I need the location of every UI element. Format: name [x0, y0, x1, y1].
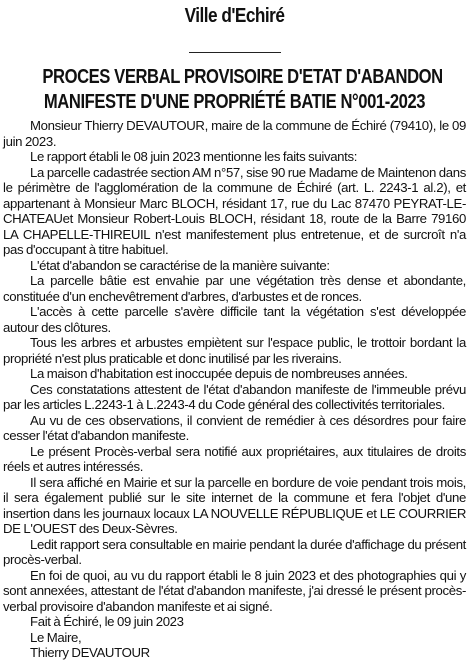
paragraph-vegetation: La parcelle bâtie est envahie par une végétation très dense et abondante, constituée d'un enchevêtrement d'arbres, d'arbustes et de ronces.	[3, 273, 466, 304]
paragraph-publication: Il sera affiché en Mairie et sur la parcelle en bordure de voie pendant trois mois, il sera également publié sur le site internet de la commune et fera l'objet d'une insertion dans les journaux locaux LA NOUVELLE RÉPUBLIQUE et LE COURRIER DE L'OUEST des Deux-Sèvres.	[3, 474, 466, 536]
paragraph-findings: Ces constatations attestent de l'état d'abandon manifeste de l'immeuble prévu par les articles L.2243-1 à L.2243-4 du Code général des collectivités territoriales.	[3, 381, 466, 412]
paragraph-access: L'accès à cette parcelle s'avère difficile tant la végétation s'est développée autour des clôtures.	[3, 304, 466, 335]
signature-place-date: Fait à Échiré, le 09 juin 2023	[30, 614, 184, 629]
paragraph-parcel: La parcelle cadastrée section AM n°57, sise 90 rue Madame de Maintenon dans le périmètre de l'agglomération de la commune de Échiré (art. L. 2243-1 al.2), et appartenant à Monsieur Marc BLOCH, résidant 17, rue du Lac 87470 PEYRAT-LE-CHATEAUet Monsieur Robert-Louis BLOCH, résidant 18, route de la Barre 79160 LA CHAPELLE-THIREUIL n'est manifestement plus entretenue, et de surcroît n'a pas d'occupant à titre habituel.	[3, 164, 466, 257]
signature-name: Thierry DEVAUTOUR	[30, 645, 150, 660]
notice-body	[3, 118, 466, 661]
paragraph-consultation: Ledit rapport sera consultable en mairie pendant la durée d'affichage du présent procès-verbal.	[3, 536, 466, 567]
paragraph-remedy: Au vu de ces observations, il convient de remédier à ces désordres pour faire cesser l'état d'abandon manifeste.	[3, 412, 466, 443]
paragraph-report: Le rapport établi le 08 juin 2023 mentionne les faits suivants:	[30, 149, 358, 164]
paragraph-intro: Monsieur Thierry DEVAUTOUR, maire de la commune de Échiré (79410), le 09 juin 2023.	[3, 118, 466, 149]
paragraph-notification: Le présent Procès-verbal sera notifié aux propriétaires, aux titulaires de droits réels et autres intéressés.	[3, 443, 466, 474]
header-divider	[189, 52, 281, 53]
paragraph-house: La maison d'habitation est inoccupée depuis de nombreuses années.	[30, 366, 408, 381]
signature-role: Le Maire,	[30, 629, 82, 645]
paragraph-trees: Tous les arbres et arbustes empiètent sur l'espace public, le trottoir bordant la propriété n'est plus praticable et donc inutilisé par les riverains.	[3, 335, 466, 366]
notice-title-line-1: PROCES VERBAL PROVISOIRE D'ETAT D'ABANDON	[42, 66, 443, 88]
paragraph-conclusion: En foi de quoi, au vu du rapport établi le 8 juin 2023 et des photographies qui y sont annexées, attestant de l'état d'abandon manifeste, j'ai dressé le présent procès-verbal provisoire d'abandon manifeste et ai signé.	[3, 567, 466, 614]
paragraph-state-heading: L'état d'abandon se caractérise de la manière suivante:	[30, 257, 330, 273]
town-header: Ville d'Echiré	[184, 5, 285, 27]
notice-title-line-2: MANIFESTE D'UNE PROPRIÉTÉ BATIE N°001-2023	[43, 91, 426, 113]
